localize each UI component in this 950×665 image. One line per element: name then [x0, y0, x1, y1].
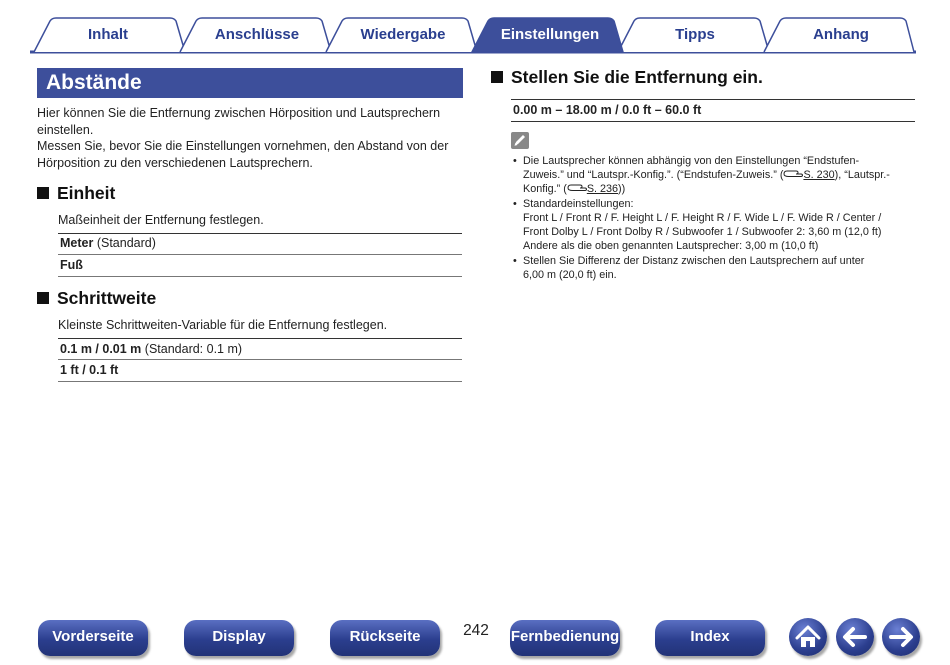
page-title: Abstände: [37, 68, 463, 98]
section-heading-entfernung: Stellen Sie die Entfernung ein.: [491, 66, 763, 88]
heading-bullet-square: [37, 292, 49, 304]
intro-text-2: Messen Sie, bevor Sie die Einstellungen vornehmen, den Abstand von der Hörposition zu den verschiedenen Lautsprechern.: [37, 139, 449, 170]
back-button[interactable]: [836, 618, 874, 656]
divider: [58, 359, 462, 360]
divider: [58, 381, 462, 382]
divider: [511, 99, 915, 100]
page-reference-link[interactable]: S. 230: [803, 169, 835, 181]
vorderseite-button[interactable]: Vorderseite: [38, 620, 148, 656]
tab-anhang[interactable]: Anhang: [813, 26, 869, 43]
note-list: [513, 154, 913, 283]
heading-bullet-square: [37, 187, 49, 199]
tab-bar: [30, 17, 916, 53]
schrittweite-option-metric: 0.1 m / 0.01 m (Standard: 0.1 m): [60, 342, 243, 356]
divider: [58, 233, 462, 234]
pointing-hand-icon: [567, 183, 587, 193]
index-button[interactable]: Index: [655, 620, 765, 656]
distance-range: 0.00 m – 18.00 m / 0.0 ft – 60.0 ft: [513, 103, 702, 117]
einheit-option-meter: Meter (Standard): [60, 236, 156, 250]
divider: [58, 338, 462, 339]
forward-button[interactable]: [882, 618, 920, 656]
arrow-left-icon: [836, 618, 874, 656]
tab-tipps[interactable]: Tipps: [675, 26, 715, 43]
page-number: 242: [463, 622, 489, 639]
einheit-option-fuss: Fuß: [60, 258, 83, 272]
home-button[interactable]: [789, 618, 827, 656]
heading-bullet-square: [491, 71, 503, 83]
schrittweite-description: Kleinste Schrittweiten-Variable für die Entfernung festlegen.: [58, 318, 388, 332]
divider: [58, 276, 462, 277]
display-button[interactable]: Display: [184, 620, 294, 656]
pencil-note-icon: [511, 132, 529, 149]
page-reference-link[interactable]: S. 236: [586, 183, 619, 195]
intro-text-1: Hier können Sie die Entfernung zwischen Hörposition und Lautsprechern einstellen.: [37, 106, 441, 137]
fernbedienung-button[interactable]: Fernbedienung: [510, 620, 620, 656]
list-item: • Standardeinstellungen: Front L / Front R / F. Height L / F. Height R / F. Wide L / F. Wide R / Center / Front Dolby L / Front Dolby R / Subwoofer 1 / Subwoofer 2: 3,60 m (12,0 ft) Andere als die oben genannten Lautsprecher: 3,00 m (10,0 ft): [513, 197, 913, 253]
tab-wiedergabe[interactable]: Wiedergabe: [360, 26, 446, 43]
schrittweite-option-feet: 1 ft / 0.1 ft: [60, 363, 119, 377]
divider: [58, 254, 462, 255]
list-item: • Stellen Sie Differenz der Distanz zwischen den Lautsprechern auf unter 6,00 m (20,0 ft) ein.: [513, 254, 913, 282]
einheit-description: Maßeinheit der Entfernung festlegen.: [58, 213, 264, 227]
pointing-hand-icon: [783, 169, 803, 179]
section-heading-schrittweite: Schrittweite: [37, 287, 156, 309]
tab-anschluesse[interactable]: Anschlüsse: [214, 26, 300, 43]
list-item: • Die Lautsprecher können abhängig von den Einstellungen “Endstufen- Zuweis.” und “Lautspr.-Konfig.”. (“Endstufen-Zuweis.” ( S. 230), “Lautspr.- Konfig.” ( S. 236)): [513, 154, 913, 196]
arrow-right-icon: [882, 618, 920, 656]
section-heading-einheit: Einheit: [37, 182, 115, 204]
home-icon: [789, 618, 827, 656]
tab-inhalt[interactable]: Inhalt: [88, 26, 128, 43]
rueckseite-button[interactable]: Rückseite: [330, 620, 440, 656]
tab-einstellungen[interactable]: Einstellungen: [500, 26, 600, 43]
tab-shapes: [30, 17, 916, 53]
divider: [511, 121, 915, 122]
